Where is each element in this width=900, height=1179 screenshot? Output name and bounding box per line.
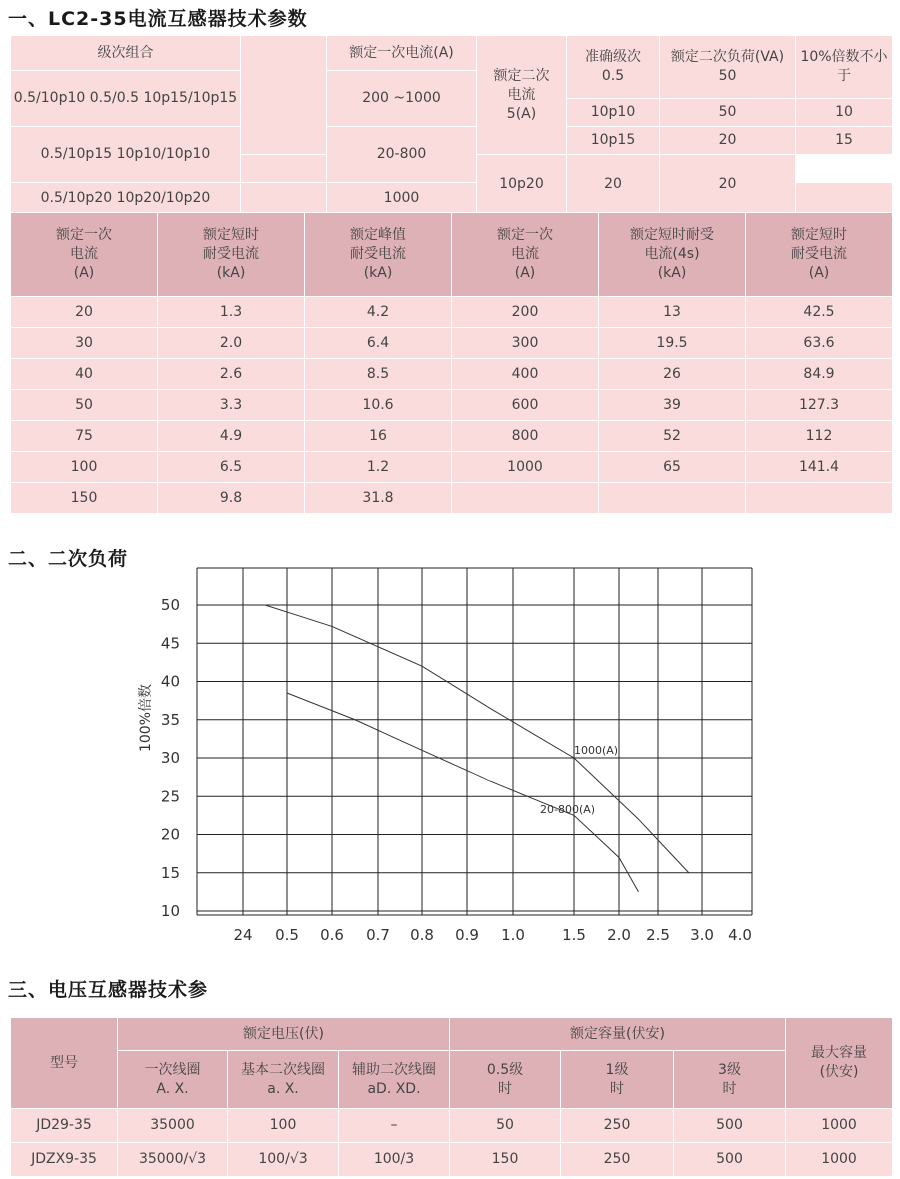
table-cell: 6.4 (305, 328, 452, 359)
table-cell: 40 (11, 359, 158, 390)
x-tick-label: 24 (233, 926, 253, 944)
table-cell: 800 (452, 421, 599, 452)
t3-sub-1: 一次线圈 A. X. (118, 1051, 228, 1109)
table-cell: 300 (452, 328, 599, 359)
y-tick-label: 25 (160, 787, 180, 806)
rated-voltage-header: 额定电压(伏) (118, 1018, 450, 1051)
table-cell: 20 (11, 297, 158, 328)
x-tick-label: 0.5 (275, 926, 299, 944)
short-time-current-table (10, 212, 893, 514)
table-cell: 35000/√3 (118, 1143, 228, 1177)
table-cell: 127.3 (746, 390, 893, 421)
series-label: 20-800(A) (540, 803, 596, 816)
x-tick-label: 1.5 (562, 926, 586, 944)
accuracy-header: 准确级次 0.5 (567, 36, 660, 99)
pt-parameters-table (10, 1017, 893, 1177)
table-cell: 4.2 (305, 297, 452, 328)
x-tick-label: 0.7 (366, 926, 390, 944)
table-cell: 19.5 (599, 328, 746, 359)
y-tick-label: 40 (160, 672, 180, 691)
table-cell: 1000 (786, 1109, 893, 1143)
table-row (11, 483, 893, 514)
acc-row-1: 10p10 (567, 99, 660, 127)
table-cell: 31.8 (305, 483, 452, 514)
table-cell: 8.5 (305, 359, 452, 390)
table-cell: 500 (674, 1143, 786, 1177)
secondary-load-chart (0, 560, 900, 980)
table-cell: 16 (305, 421, 452, 452)
y-tick-label: 30 (160, 749, 180, 767)
y-tick-label: 50 (160, 596, 180, 614)
load-row-2: 20 (660, 127, 796, 155)
combo-row-1: 0.5/10p10 0.5/0.5 10p15/10p15 (11, 71, 241, 127)
table-cell: 65 (599, 452, 746, 483)
t3-sub-5: 1级 时 (561, 1051, 674, 1109)
t3-sub-2: 基本二次线圈 a. X. (228, 1051, 339, 1109)
table-cell: 75 (11, 421, 158, 452)
table-cell (452, 483, 599, 514)
table-cell: 50 (450, 1109, 561, 1143)
table-cell: 1.2 (305, 452, 452, 483)
table-cell: 112 (746, 421, 893, 452)
t2-header-1: 额定一次 电流 (A) (11, 213, 158, 297)
table-cell: 9.8 (158, 483, 305, 514)
y-tick-label: 45 (160, 634, 180, 653)
table-cell: 42.5 (746, 297, 893, 328)
x-tick-label: 4.0 (728, 926, 752, 944)
table-cell: 2.6 (158, 359, 305, 390)
load-header: 额定二次负荷(VA) 50 (660, 36, 796, 99)
x-tick-label: 1.0 (501, 926, 525, 944)
table-cell: 2.0 (158, 328, 305, 359)
table-row (11, 1109, 893, 1143)
table-cell: 3.3 (158, 390, 305, 421)
current-row-2: 20-800 (327, 127, 477, 183)
table-cell: 63.6 (746, 328, 893, 359)
combo-row-2: 0.5/10p15 10p10/10p10 (11, 127, 241, 183)
x-tick-label: 2.5 (646, 926, 670, 944)
table-cell: 500 (674, 1109, 786, 1143)
table-cell: 39 (599, 390, 746, 421)
table-cell: 100 (228, 1109, 339, 1143)
series-line-1000a (265, 605, 689, 873)
t2-header-6: 额定短时 耐受电流 (A) (746, 213, 893, 297)
current-row-3: 1000 (327, 183, 477, 215)
acc-row-3: 10p20 (477, 155, 567, 215)
model-header: 型号 (11, 1018, 118, 1109)
combo-header: 级次组合 (11, 36, 241, 71)
table-cell: 1000 (452, 452, 599, 483)
table-row (11, 390, 893, 421)
series-label: 1000(A) (574, 744, 619, 757)
y-axis-title: 100%倍数 (138, 683, 154, 753)
table-row (11, 328, 893, 359)
table-cell: 50 (11, 390, 158, 421)
table-cell: 141.4 (746, 452, 893, 483)
load-row-1: 50 (660, 99, 796, 127)
current-row-1: 200 ~1000 (327, 71, 477, 127)
table-cell: 600 (452, 390, 599, 421)
table-cell: JD29-35 (11, 1109, 118, 1143)
table-cell: 200 (452, 297, 599, 328)
spacer-cell-4 (796, 183, 893, 215)
section-3-title: 三、电压互感器技术参 (8, 979, 209, 1001)
t3-sub-3: 辅助二次线圈 aD. XD. (339, 1051, 450, 1109)
mult-row-3: 20 (660, 155, 796, 215)
table-cell (599, 483, 746, 514)
table-cell: 100 (11, 452, 158, 483)
table-cell: 150 (11, 483, 158, 514)
spacer-cell-3 (241, 183, 327, 215)
table-row (11, 297, 893, 328)
table-cell: 100/3 (339, 1143, 450, 1177)
table-cell: 52 (599, 421, 746, 452)
table-cell: 4.9 (158, 421, 305, 452)
table-cell: 250 (561, 1109, 674, 1143)
spacer-cell (241, 36, 327, 155)
y-tick-label: 10 (160, 902, 180, 920)
rated-capacity-header: 额定容量(伏安) (450, 1018, 786, 1051)
spacer-cell-2 (241, 155, 477, 183)
table-cell: 100/√3 (228, 1143, 339, 1177)
table-row (11, 359, 893, 390)
table-cell: 35000 (118, 1109, 228, 1143)
table-cell: 26 (599, 359, 746, 390)
table-cell: 1000 (786, 1143, 893, 1177)
t3-sub-6: 3级 时 (674, 1051, 786, 1109)
t2-header-3: 额定峰值 耐受电流 (kA) (305, 213, 452, 297)
table-cell: 6.5 (158, 452, 305, 483)
combo-row-3: 0.5/10p20 10p20/10p20 (11, 183, 241, 215)
x-tick-label: 3.0 (690, 926, 714, 944)
acc-row-2: 10p15 (567, 127, 660, 155)
table-cell: 30 (11, 328, 158, 359)
table-row (11, 452, 893, 483)
secondary-current-cell: 额定二次 电流 5(A) (477, 36, 567, 155)
series-line-20-800a (287, 693, 639, 892)
t3-sub-4: 0.5级 时 (450, 1051, 561, 1109)
section-1-title: 一、LC2-35电流互感器技术参数 (8, 8, 308, 30)
table-cell: 400 (452, 359, 599, 390)
x-tick-label: 0.9 (455, 926, 479, 944)
table-cell: – (339, 1109, 450, 1143)
table-cell: 150 (450, 1143, 561, 1177)
table-cell: JDZX9-35 (11, 1143, 118, 1177)
primary-current-header: 额定一次电流(A) (327, 36, 477, 71)
table-row (11, 421, 893, 452)
y-tick-label: 15 (160, 863, 180, 882)
y-tick-label: 20 (160, 825, 180, 844)
table-cell: 84.9 (746, 359, 893, 390)
section-2-title: 二、二次负荷 (8, 548, 129, 570)
y-tick-label: 35 (160, 710, 180, 729)
table-cell: 250 (561, 1143, 674, 1177)
max-capacity-header: 最大容量 (伏安) (786, 1018, 893, 1109)
load-row-3: 20 (567, 155, 660, 215)
table-row (11, 1143, 893, 1177)
t2-header-5: 额定短时耐受 电流(4s) (kA) (599, 213, 746, 297)
multiple-header: 10%倍数不小于 (796, 36, 893, 99)
x-tick-label: 0.6 (320, 926, 344, 944)
x-tick-label: 2.0 (607, 926, 631, 944)
table-cell (746, 483, 893, 514)
t2-header-2: 额定短时 耐受电流 (kA) (158, 213, 305, 297)
table-cell: 10.6 (305, 390, 452, 421)
table-cell: 13 (599, 297, 746, 328)
x-tick-label: 0.8 (410, 926, 434, 944)
t2-header-4: 额定一次 电流 (A) (452, 213, 599, 297)
ct-parameters-table (10, 35, 893, 215)
table-cell: 1.3 (158, 297, 305, 328)
mult-row-2: 15 (796, 127, 893, 155)
mult-row-1: 10 (796, 99, 893, 127)
